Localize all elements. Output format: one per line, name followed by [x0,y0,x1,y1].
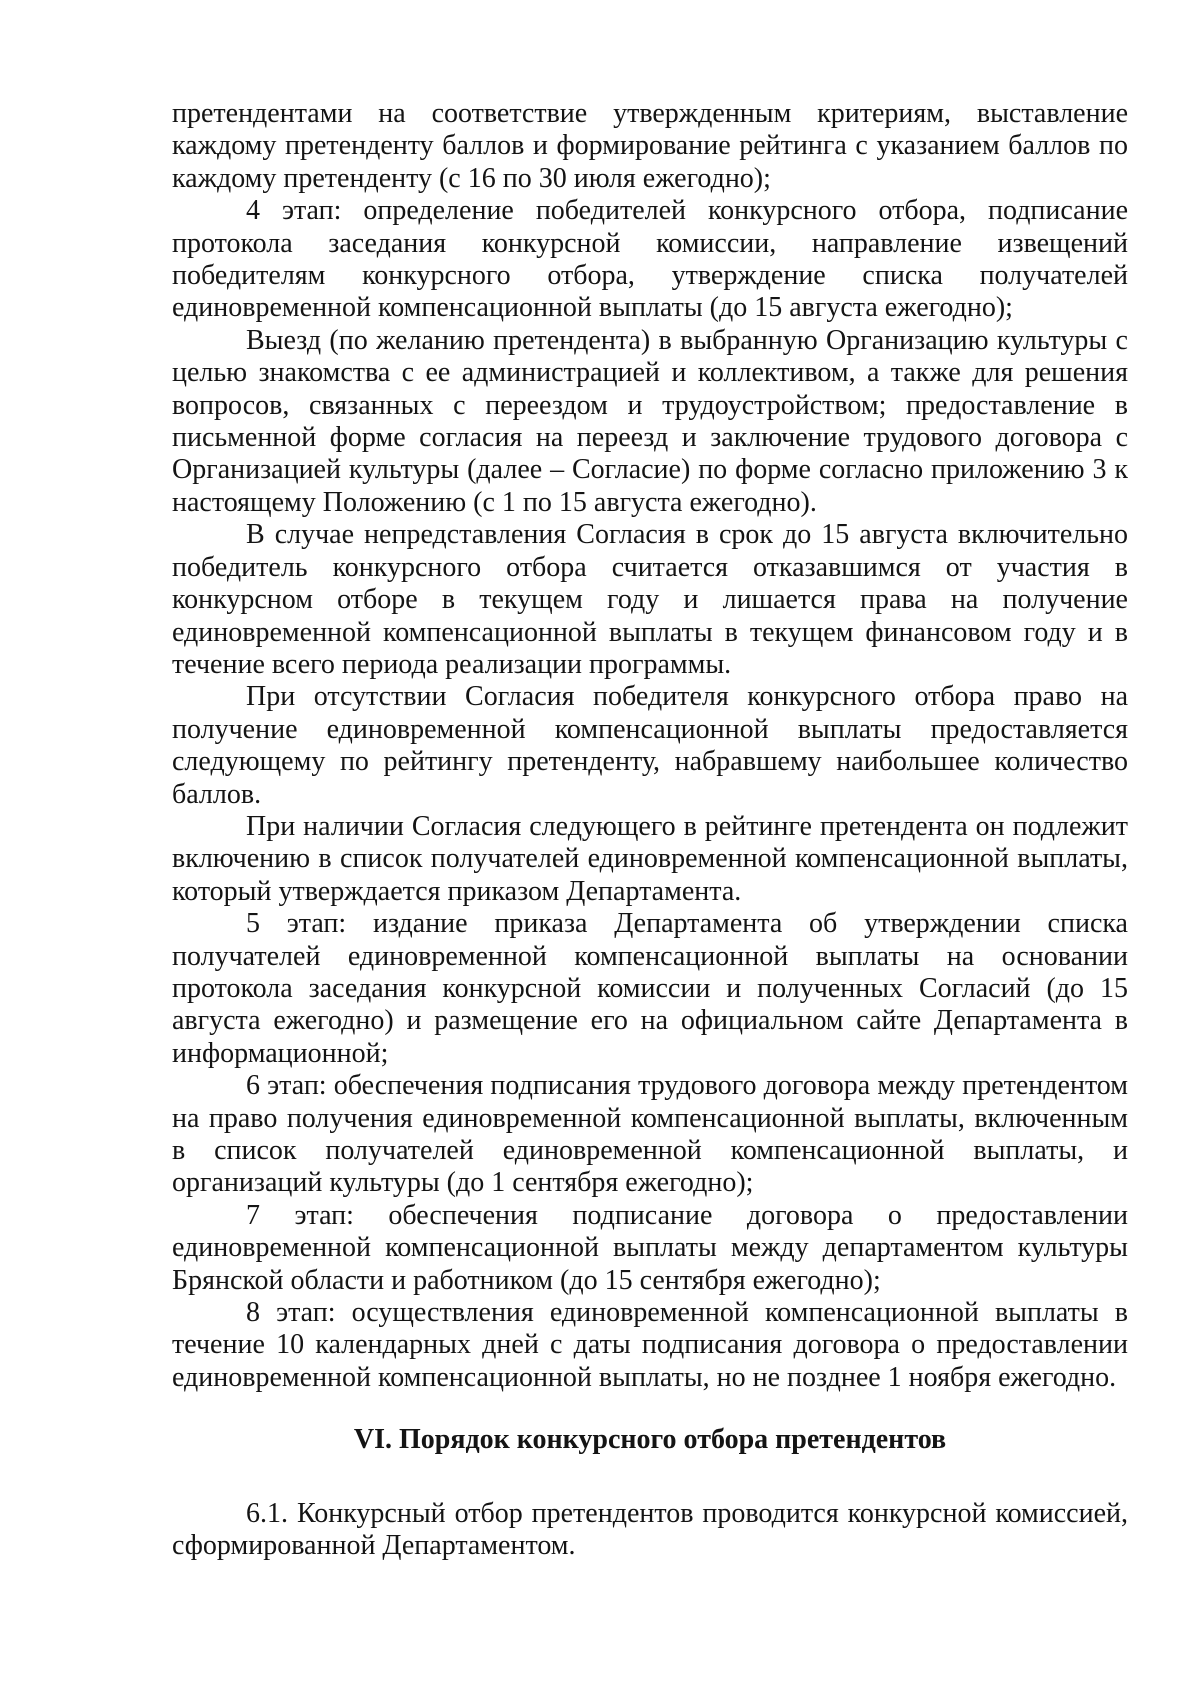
section-heading: VI. Порядок конкурсного отбора претендентов [353,1424,947,1455]
paragraph-no-consent: В случае непредставления Согласия в срок до 15 августа включительно победитель конкурсного отбора считается отказавшимся от участия в конкурсном отборе в текущем году и лишается права на получение единовременной компенсационной выплаты в текущем финансовом году и в течение всего периода реализации программы. [172,519,1128,680]
paragraph-6-1: 6.1. Конкурсный отбор претендентов проводится конкурсной комиссией, сформированной Департаментом. [172,1498,1128,1562]
paragraph-visit: Выезд (по желанию претендента) в выбранную Организацию культуры с целью знакомства с ее администрацией и коллективом, а также для решения вопросов, связанных с переездом и трудоустройством; предоставление в письменной форме согласия на переезд и заключение трудового договора с Организацией культуры (далее – Согласие) по форме согласно приложению 3 к настоящему Положению (с 1 по 15 августа ежегодно). [172,324,1128,518]
paragraph-stage-4: 4 этап: определение победителей конкурсного отбора, подписание протокола заседания конкурсной комиссии, направление извещений победителям конкурсного отбора, утверждение списка получателей единовременной компенсационной выплаты (до 15 августа ежегодно); [172,195,1128,324]
document-body [172,98,1128,1394]
paragraph-stage-8: 8 этап: осуществления единовременной компенсационной выплаты в течение 10 календарных дней с даты подписания договора о предоставлении единовременной компенсационной выплаты, но не позднее 1 ноября ежегодно. [172,1297,1128,1393]
paragraph-continuation: претендентами на соответствие утвержденным критериям, выставление каждому претенденту баллов и формирование рейтинга с указанием баллов по каждому претенденту (с 16 по 30 июля ежегодно); [172,98,1128,194]
paragraph-next-consent: При наличии Согласия следующего в рейтинге претендента он подлежит включению в список получателей единовременной компенсационной выплаты, который утверждается приказом Департамента. [172,810,1128,907]
paragraph-stage-5: 5 этап: издание приказа Департамента об утверждении списка получателей единовременной компенсационной выплаты на основании протокола заседания конкурсной комиссии и полученных Согласий (до 15 августа ежегодно) и размещение его на официальном сайте Департамента в информационной; [172,908,1128,1069]
section-body [172,1498,1128,1563]
paragraph-absence-consent: При отсутствии Согласия победителя конкурсного отбора право на получение единовременной компенсационной выплаты предоставляется следующему по рейтингу претенденту, набравшему наибольшее количество баллов. [172,681,1128,810]
paragraph-stage-6: 6 этап: обеспечения подписания трудового договора между претендентом на право получения единовременной компенсационной выплаты, включенным в список получателей единовременной компенсационной выплаты, и организаций культуры (до 1 сентября ежегодно); [172,1070,1128,1199]
paragraph-stage-7: 7 этап: обеспечения подписание договора о предоставлении единовременной компенсационной выплаты между департаментом культуры Брянской области и работником (до 15 сентября ежегодно); [172,1199,1128,1296]
